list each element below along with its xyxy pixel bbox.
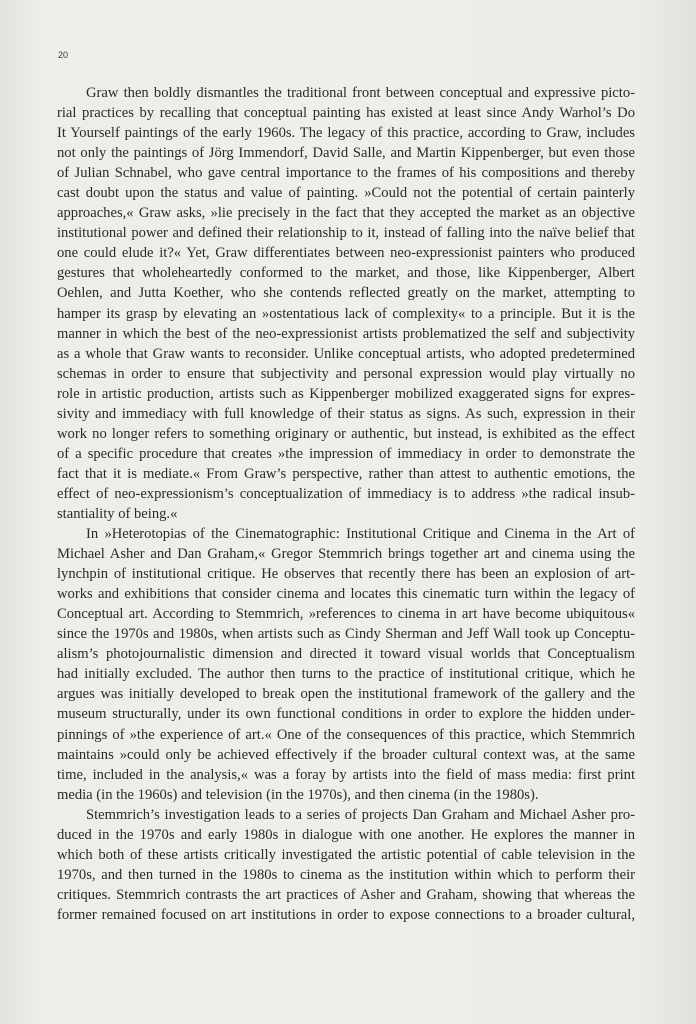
text-line: as a whole that Graw wants to reconsider. Unlike conceptual artists, who adopted predetermined (57, 345, 635, 362)
text-line: of a specific procedure that creates »the impression of immediacy in order to demonstrate the (57, 445, 635, 462)
text-line: It Yourself paintings of the early 1960s. The legacy of this practice, according to Graw, includes (57, 125, 635, 142)
text-line: media (in the 1960s) and television (in the 1970s), and then cinema (in the 1980s). (57, 786, 539, 803)
text-line: time, included in the analysis,« was a foray by artists into the field of mass media: first print (57, 766, 635, 783)
text-line: of Julian Schnabel, who gave central importance to the frames of his compositions and thereby (57, 165, 635, 182)
text-line: gestures that wholeheartedly conformed to the market, and those, like Kippenberger, Albert (57, 265, 635, 282)
text-line: duced in the 1970s and early 1980s in dialogue with one another. He explores the manner in (57, 826, 635, 843)
text-line: sivity and immediacy with full knowledge of their status as signs. As such, expression in their (57, 405, 635, 422)
text-line: pinnings of »the experience of art.« One of the consequences of this practice, which Stemmrich (57, 726, 635, 743)
text-line: hamper its grasp by elevating an »ostentatious lack of complexity« to a principle. But it is the (57, 305, 635, 322)
text-line: role in artistic production, artists such as Kippenberger mobilized exaggerated signs for expres- (57, 385, 635, 402)
text-line: maintains »could only be achieved effectively if the broader cultural context was, at the same (57, 746, 635, 763)
text-line: one could elude it?« Yet, Graw differentiates between neo-expressionist painters who produced (57, 245, 635, 262)
text-line: Oehlen, and Jutta Koether, who she contends reflected greatly on the market, attempting to (57, 285, 635, 302)
text-line: which both of these artists critically investigated the artistic potential of cable television in the (57, 846, 635, 863)
text-line: work no longer refers to something originary or authentic, but instead, is exhibited as the effect (57, 425, 635, 442)
text-line: not only the paintings of Jörg Immendorf, David Salle, and Martin Kippenberger, but even those (57, 145, 635, 162)
text-line: had initially excluded. The author then turns to the practice of institutional critique, which he (57, 666, 635, 683)
text-line: works and exhibitions that consider cinema and locates this cinematic turn within the legacy of (57, 586, 635, 603)
text-line: former remained focused on art institutions in order to expose connections to a broader cultural, (57, 906, 635, 923)
text-line: critiques. Stemmrich contrasts the art practices of Asher and Graham, showing that whereas the (57, 886, 635, 903)
page-number: 20 (58, 50, 69, 60)
text-line: stantiality of being.« (57, 505, 178, 522)
text-line: approaches,« Graw asks, »lie precisely in the fact that they accepted the market as an objective (57, 205, 635, 222)
text-line: schemas in order to ensure that subjectivity and personal expression would play virtually no (57, 365, 635, 382)
text-line: argues was initially developed to break open the institutional framework of the gallery and the (57, 686, 635, 703)
text-line: institutional power and defined their relationship to it, instead of falling into the naïve belief that (57, 225, 635, 242)
text-line: 1970s, and then turned in the 1980s to cinema as the institution within which to perform their (57, 866, 635, 883)
text-line: cast doubt upon the status and value of painting. »Could not the potential of certain painterly (57, 185, 635, 202)
text-line: alism’s photojournalistic dimension and directed it toward visual worlds that Conceptualism (57, 646, 635, 663)
text-line: rial practices by recalling that conceptual painting has existed at least since Andy Warhol’s Do (57, 105, 635, 122)
text-line: effect of neo-expressionism’s conceptualization of immediacy is to address »the radical insub- (57, 485, 635, 502)
text-line: Conceptual art. According to Stemmrich, »references to cinema in art have become ubiquitous« (57, 606, 635, 623)
text-line: Michael Asher and Dan Graham,« Gregor Stemmrich brings together art and cinema using the (57, 546, 635, 563)
text-line: In »Heterotopias of the Cinematographic: Institutional Critique and Cinema in the Art of (86, 526, 635, 543)
text-line: museum structurally, under its own functional conditions in order to explore the hidden under- (57, 706, 635, 723)
text-line: lynchpin of institutional critique. He observes that recently there has been an explosion of art- (57, 566, 635, 583)
text-line: since the 1970s and 1980s, when artists such as Cindy Sherman and Jeff Wall took up Conceptu- (57, 626, 635, 643)
body-text (57, 83, 635, 925)
text-line: fact that it is mediate.« From Graw’s perspective, rather than attest to authentic emotions, the (57, 465, 635, 482)
text-line: manner in which the best of the neo-expressionist artists problematized the self and subjectivity (57, 325, 635, 342)
text-line: Stemmrich’s investigation leads to a series of projects Dan Graham and Michael Asher pro- (86, 806, 635, 823)
text-line: Graw then boldly dismantles the traditional front between conceptual and expressive picto- (86, 85, 635, 101)
